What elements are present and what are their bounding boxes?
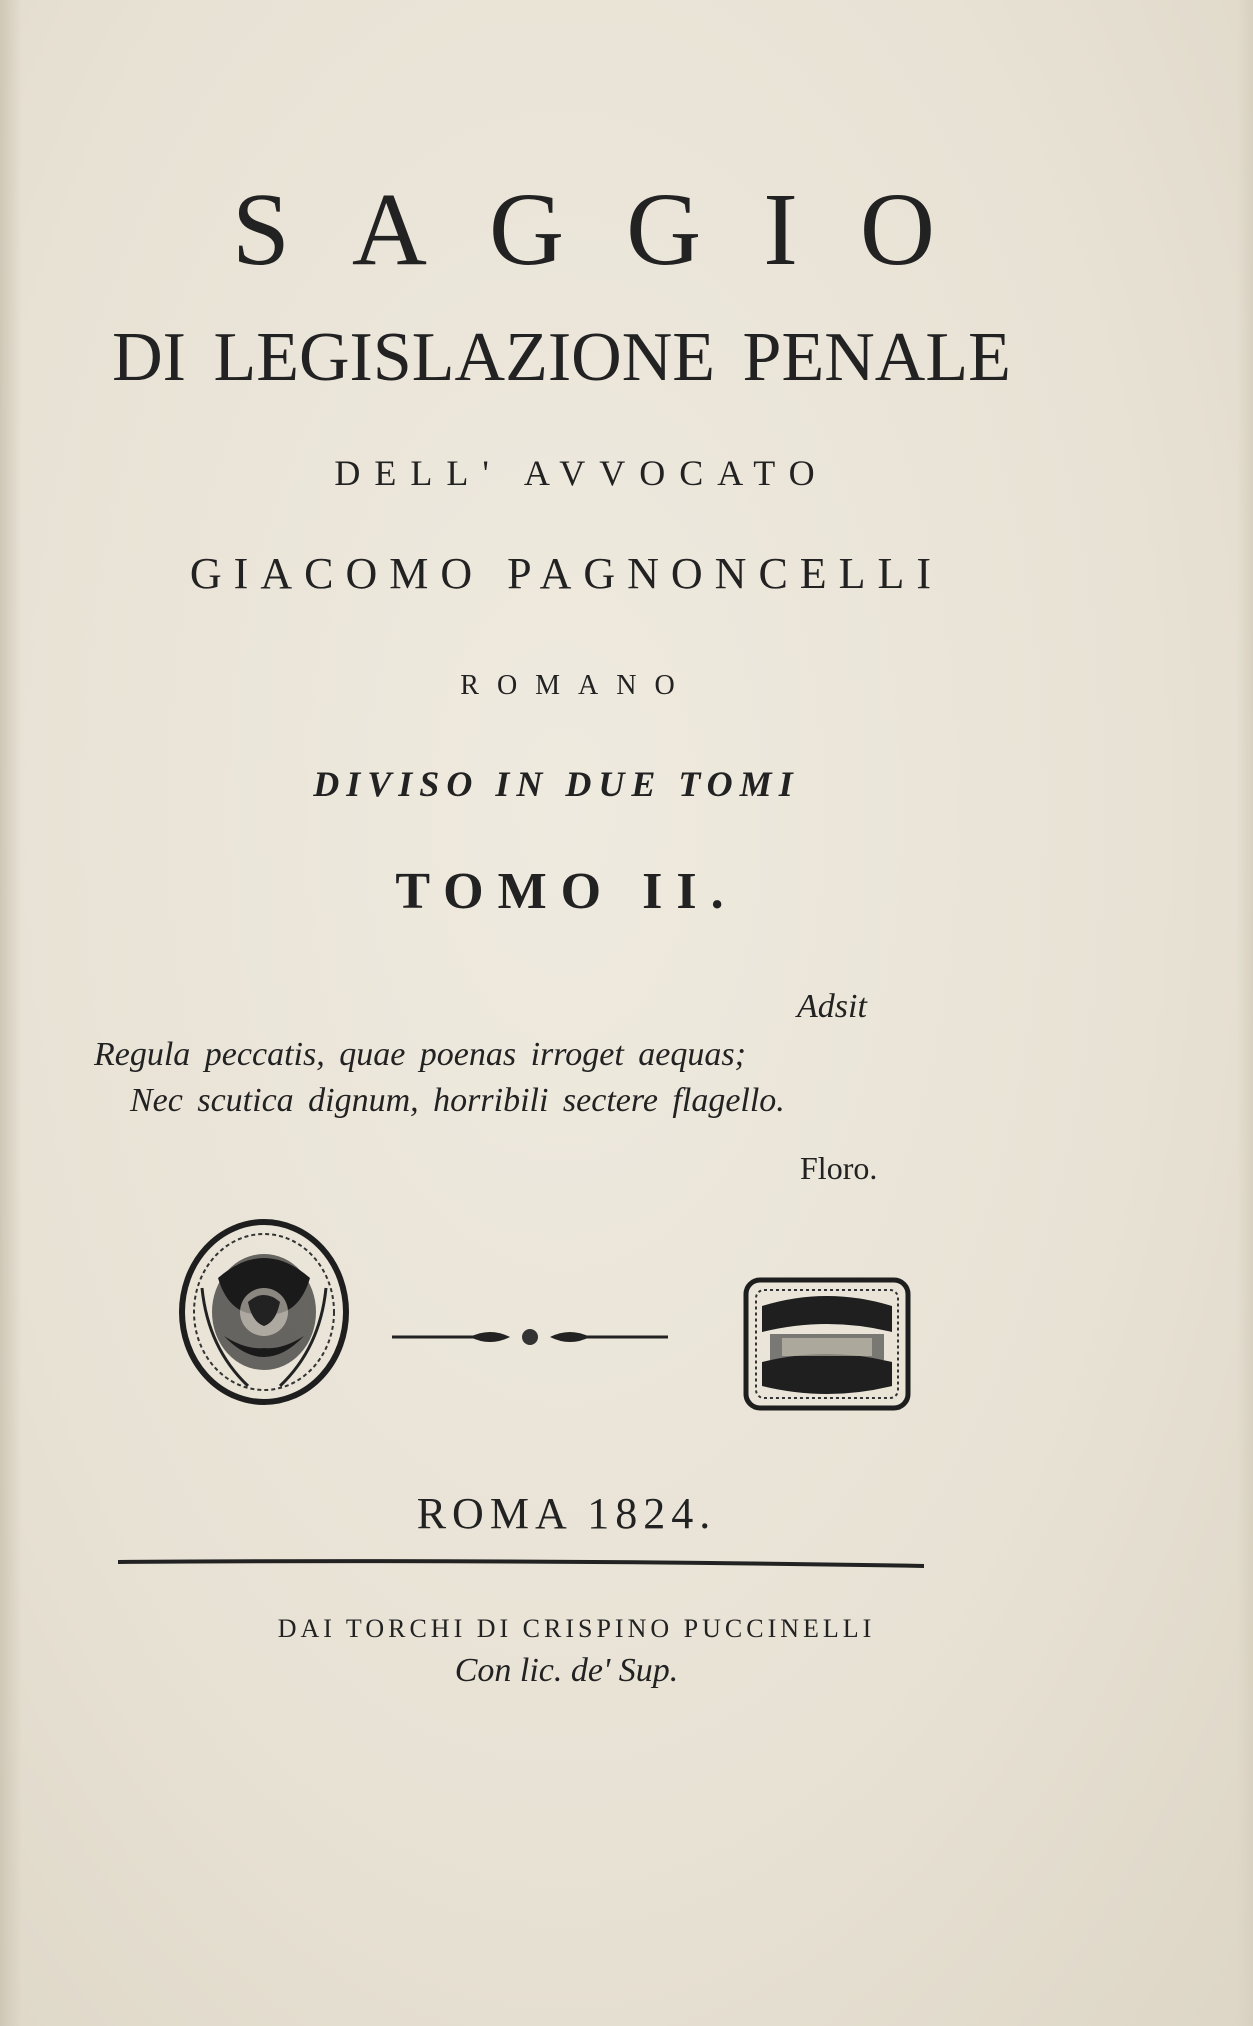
- epigraph-line: Nec scutica dignum, horribili sectere flagello.: [130, 1082, 785, 1119]
- epigraph-line: Adsit: [797, 988, 867, 1025]
- epigraph-line: Regula peccatis, quae poenas irroget aequas;: [94, 1036, 746, 1073]
- library-seal-icon: [178, 1218, 350, 1406]
- volume-number: TOMO II.: [395, 863, 738, 920]
- imprint-printer: DAI TORCHI DI CRISPINO PUCCINELLI: [277, 1614, 876, 1643]
- page-edge: [1237, 0, 1253, 2026]
- divider-rule: [118, 1558, 924, 1568]
- book-subtitle: DI LEGISLAZIONE PENALE: [112, 319, 1011, 396]
- epigraph-source: Floro.: [800, 1150, 878, 1186]
- author-name: GIACOMO PAGNONCELLI: [189, 549, 944, 598]
- library-stamp-icon: [742, 1276, 912, 1412]
- author-origin: ROMANO: [460, 670, 693, 701]
- imprint-license: Con lic. de' Sup.: [454, 1652, 679, 1689]
- imprint-place-year: ROMA 1824.: [416, 1489, 717, 1538]
- spine-shadow: [0, 0, 22, 2026]
- book-title: SAGGIO: [232, 172, 997, 287]
- author-prefix: DELL' AVVOCATO: [334, 453, 829, 493]
- volume-division: DIVISO IN DUE TOMI: [313, 764, 800, 804]
- ornament-rule-icon: [390, 1322, 670, 1352]
